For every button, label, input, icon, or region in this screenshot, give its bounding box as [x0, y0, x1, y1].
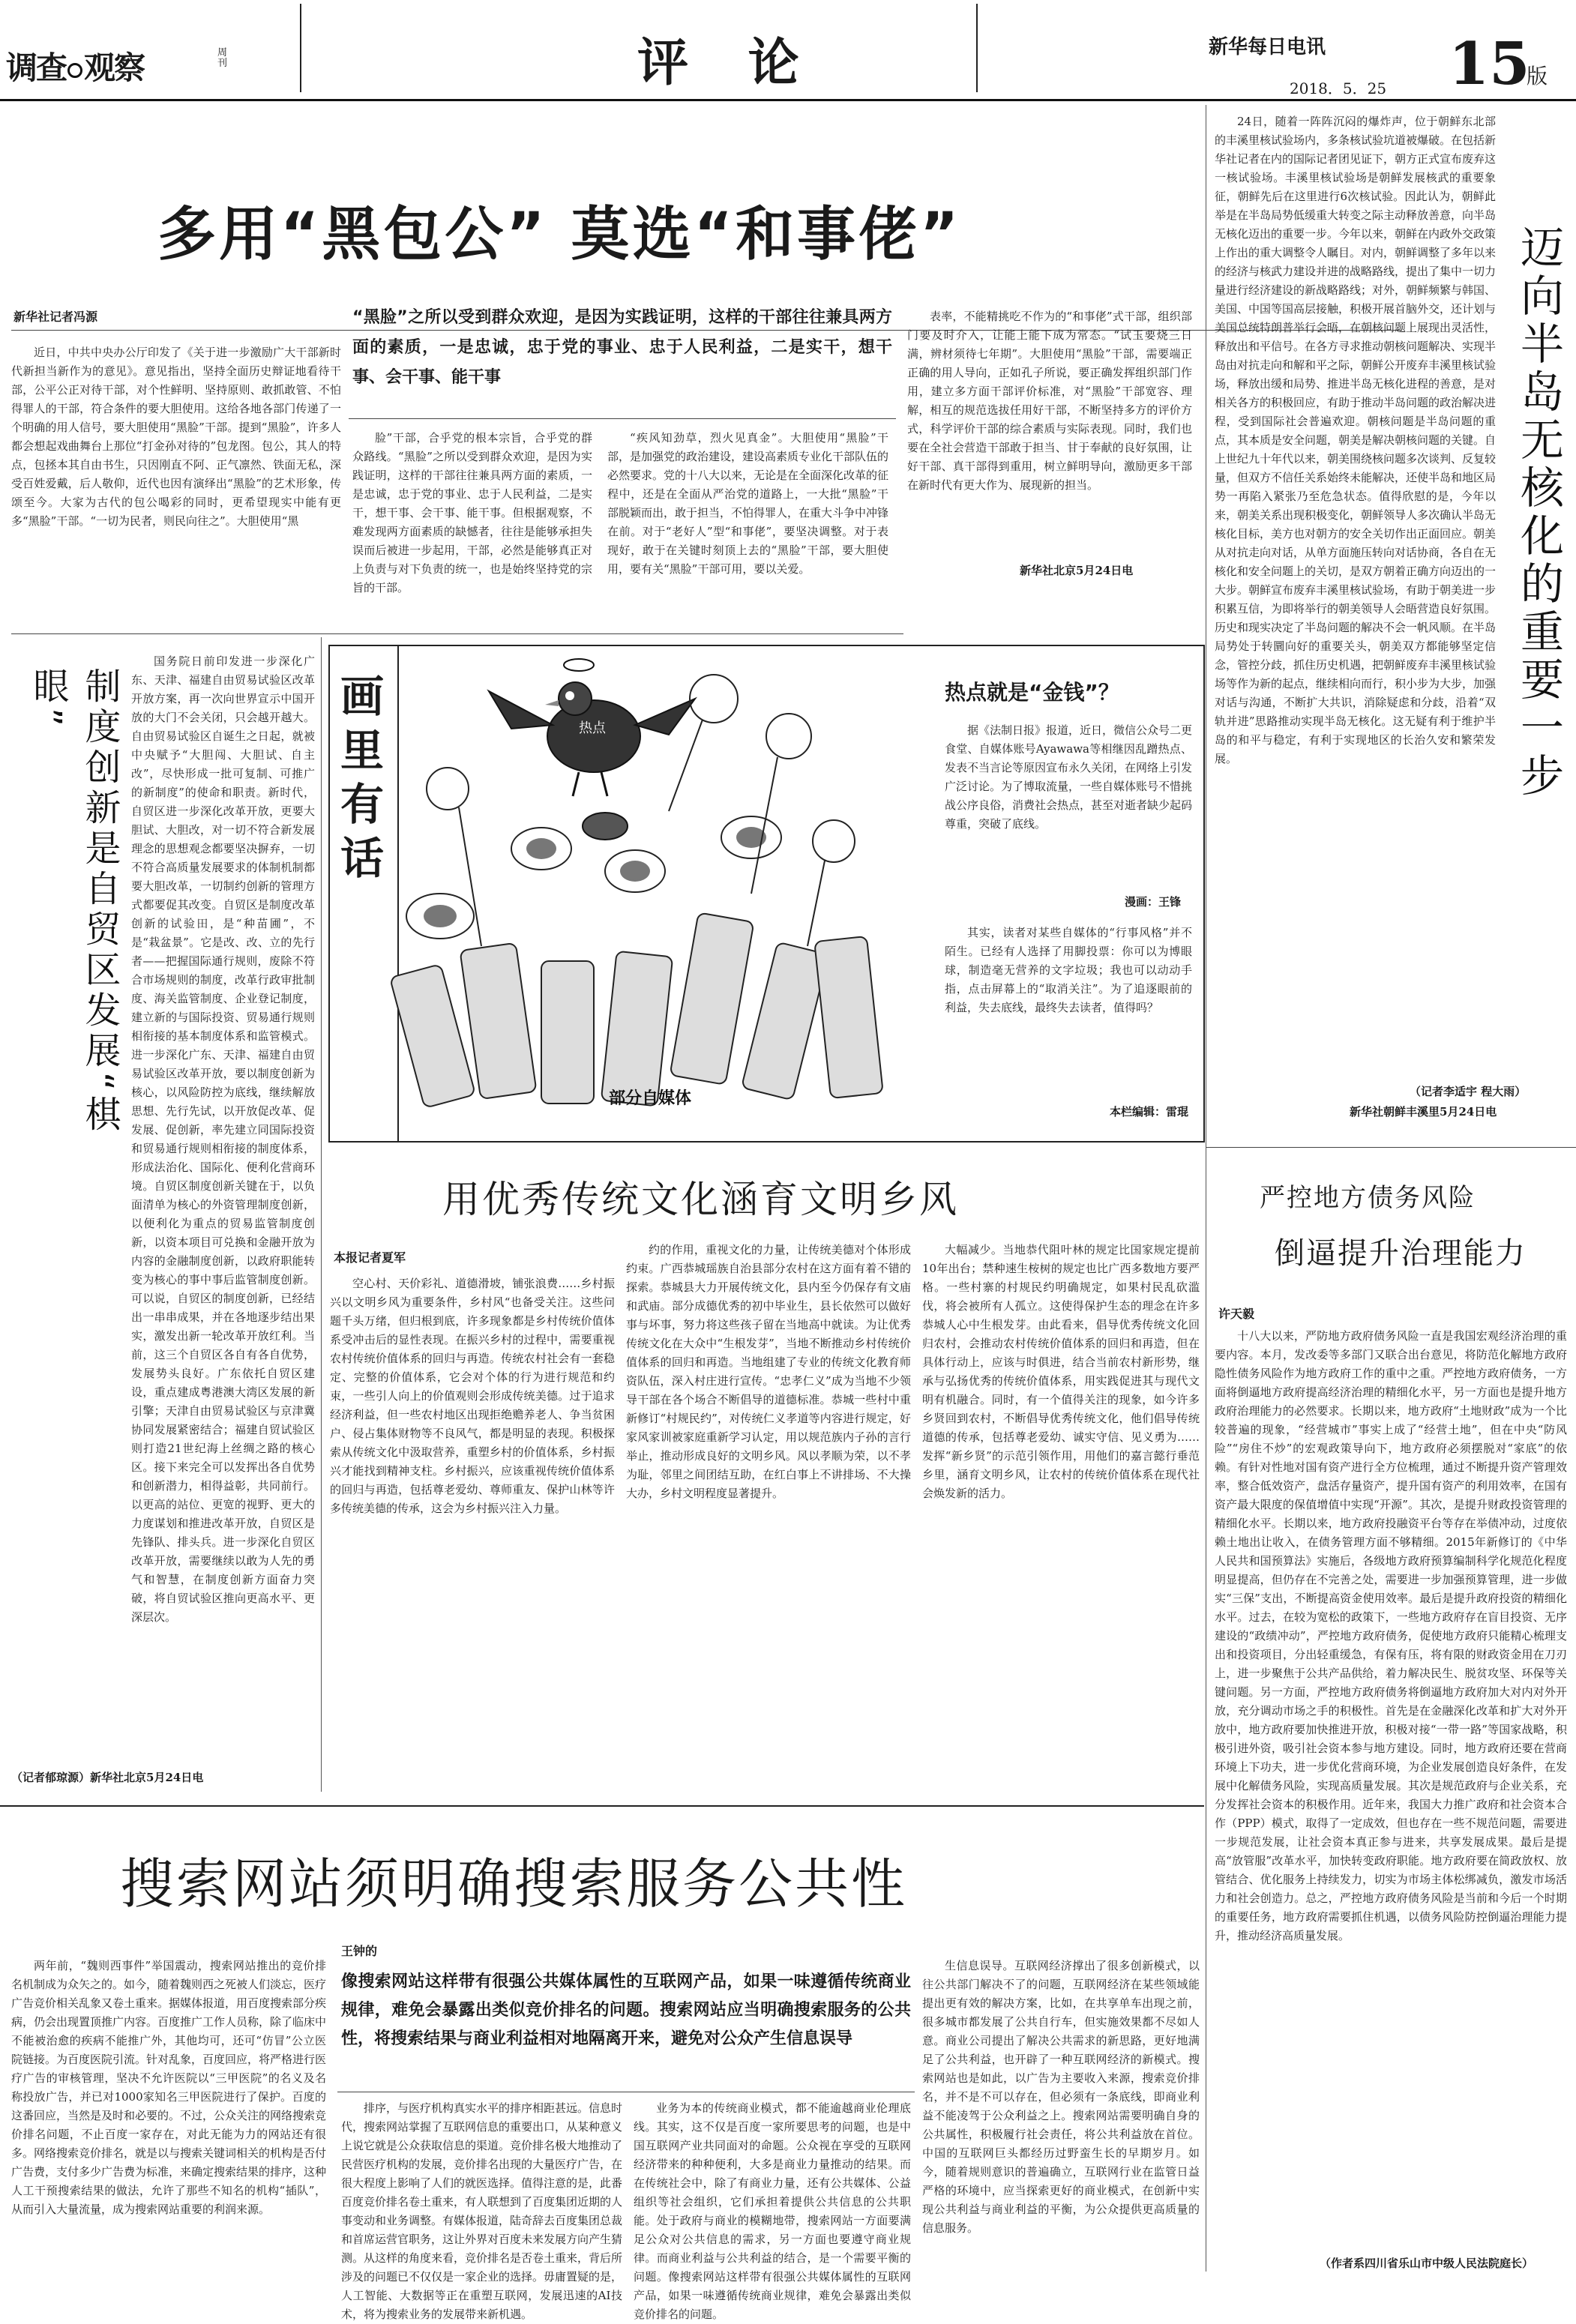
article4-column-3: 大幅减少。当地恭代阻叶林的规定比国家规定提前10年出台；禁种速生桉树的规定也比广西多数地方要严格。一些村寨的村规民约明确规定，如果村民乱砍滥伐，将会被所有人孤立。这使得保护生态的理念在许多恭城人心中生根发芽。由此看来，倡导优秀传统文化回归农村，会推动农村传统价值体系的回归和再造，但在具体行动上，应该与时俱进，结合当前农村新形势，继承与弘扬优秀的传统价值体系，用实践促进其与现代文明有机融合。同时，有一个值得关注的现象，如今许多乡贤回到农村，不断倡导优秀传统文化，他们倡导传统道德的传承，包括尊老爱幼、诚实守信、见义勇为……发挥“新乡贤”的示范引领作用，用他们的嘉言懿行垂范乡里，涵育文明乡风，让农村的传统价值体系在现代社会焕发新的活力。: [922, 1243, 1200, 1500]
headline-search-engines: 搜索网站须明确搜索服务公共性: [120, 1852, 908, 1915]
issue-date: 2018．5．25: [1290, 79, 1387, 97]
masthead: [0, 0, 1576, 105]
article6-lead-quote: 像搜索网站这样带有很强公共媒体属性的互联网产品，如果一味遵循传统商业规律，难免会暴露出类似竞价排名的问题。搜索网站应当明确搜索服务的公共性，将搜索结果与商业利益相对地隔离开来，避免对公众产生信息误导: [341, 1972, 911, 2048]
article6-top-rule: [0, 1805, 1204, 1807]
article4-column-2: 约的作用，重视文化的力量，让传统美德对个体形成约束。广西恭城瑶族自治县部分农村在这方面有着不错的探索。恭城县大力开展传统文化，县内至今仍保存有文庙和武庙。部分成德优秀的初中毕业生，县长依然可以做好事与坏事，努力将这些孩子留在当地高中就读。为让优秀传统文化在大众中“生根发芽”，当地不断推动乡村传统价值体系的回归和再造。当地组建了专业的传统文化教育师资队伍，深入村庄进行宣传。“忠孝仁义”成为当地不少领导干部在各个场合不断倡导的道德标准。恭城一些村中重新修订“村规民约”，对传统仁义孝道等内容进行规定，好家风家训被家庭重新学习认定，用以规范族内子孙的言行举止，推动形成良好的文明乡风。风以孝顺为荣，以不孝为耻，邻里之间团结互助，在红白事上不讲排场、不大操大办，乡村文明程度显著提升。: [626, 1243, 911, 1500]
article4-column-1: 空心村、天价彩礼、道德滑坡，铺张浪费……乡村振兴以文明乡风为重要条件，乡村风“也备受关注。这些问题千头万绪，但归根到底，许多现象都是乡村传统价值体系受冲击后的显性表现。在振兴乡村的过程中，需要重视农村传统价值体系的回归与再造。传统农村社会有一套稳定、完整的价值体系，它会对个体的行为进行规范和约束，一些引人向上的价值观则会形成传统美德。过于追求经济利益，但一些农村地区出现拒绝赡养老人、争当贫困户、侵占集体财物等不良风气，都是明显的表现。积极探索从传统文化中汲取营养，重塑乡村的价值体系，乡村振兴才能找到精神支柱。乡村振兴，应该重视传统价值体系的回归与再造，包括尊老爱幼、尊师重友、保护山林等许多传统美德的传承，这会为乡村振兴注入力量。: [330, 1277, 615, 1515]
headline-free-trade-zone: 制度创新是自贸区发展“棋眼”: [27, 667, 121, 1136]
cartoon-text-1: 据《法制日报》报道，近日，微信公众号二更食堂、自媒体账号Ayawawa等相继因乱蹭热点、发表不当言论等原因宣布永久关闭，在网络上引发广泛讨论。为了博取流量，一些自媒体账号不惜挑战公序良俗，消费社会热点，甚至对逝者缺少起码尊重，突破了底线。: [945, 723, 1193, 831]
byline-feng-yuan: 新华社记者冯源: [13, 310, 98, 324]
byline-xia-jun: 本报记者夏军: [334, 1250, 406, 1265]
article6-column-3: 业务为本的传统商业模式，都不能逾越商业伦理底线。其实，这不仅是百度一家所要思考的问题，也是中国互联网产业共同面对的命题。公众视在享受的互联网经济带来的种种便利，大多是商业力量推动的结果。而在传统社会中，除了有商业力量，还有公共媒体、公益组织等社会组织，它们承担着提供公共信息的公共职能。处于政府与商业的模糊地带，搜索网站一方面要满足公众对公共信息的需求，另一方面也要遵守商业规律。而商业利益与公共利益的结合，是一个需要平衡的问题。像搜索网站这样带有很强公共媒体属性的互联网产品，如果一味遵循传统商业规律，难免会暴露出类似竞价排名的问题。: [634, 2101, 911, 2321]
section-logo-dot: [67, 63, 82, 78]
cartoon-credit-editor: 本栏编辑：雷琨: [1110, 1105, 1189, 1119]
headline-local-debt-2: 倒逼提升治理能力: [1275, 1236, 1527, 1271]
section-logo-side: 周刊: [217, 47, 228, 69]
page-number: 15: [1449, 30, 1530, 98]
paper-name: 新华每日电讯: [1209, 36, 1326, 58]
article6-column-4: 生信息误导。互联网经济撑出了很多创新模式，以往公共部门解决不了的问题，互联网经济在某些领域能提出更有效的解决方案，比如，在共享单车出现之前，很多城市都发展了公共自行车，但实施效果都不尽如人意。商业公司提出了解决公共需求的新思路，更好地满足了公共利益，也开辟了一种互联网经济的新模式。搜索网站也是如此，以广告为主要收入来源，搜索竞价排名，并不是不可以存在，但必须有一条底线，即商业利益不能凌驾于公众利益之上。搜索网站需要明确自身的公共属性，积极履行社会责任，将公共利益放在首位。中国的互联网巨头都经历过野蛮生长的早期岁月。如今，随着规则意识的普遍确立，互联网行业在监管日益严格的环境中，应当探索更好的商业模式，在创新中实现公共利益与商业利益的平衡，为公众提供更高质量的信息服务。: [922, 1959, 1200, 2235]
cartoon-illustration: [399, 646, 894, 1138]
article1-column-4: 表率，不能精挑吃不作为的“和事佬”式干部，组织部门要及时介入，让能上能下成为常态。“试玉要烧三日满，辨材须待七年期”。大胆使用“黑脸”干部，需要端正正确的用人导向，正如孔子所说，要正确发挥组织部门作用，建立多方面干部评价标准，对“黑脸”干部宽容、理解，相互的规范选拔任用好干部，不断坚持多方的评价方式，科学评价干部的综合素质与实际表现。同时，我们也要在全社会营造干部敢于担当、甘于奉献的良好氛围，让好干部、真干部得到重用，树立鲜明导向，激励更多干部在新时代有更大作为、展现新的担当。: [907, 310, 1192, 492]
bird-label: 热点: [579, 720, 606, 736]
article5-sign: （作者系四川省乐山市中级人民法院庭长）: [1320, 2257, 1534, 2270]
headline-rural-culture: 用优秀传统文化涵育文明乡风: [442, 1178, 959, 1221]
cartoon-frame: [328, 645, 1205, 1143]
article3-top-rule: [11, 633, 903, 634]
cartoon-text-2: 其实，读者对某些自媒体的“行事风格”并不陌生。已经有人选择了用脚投票：你可以为博眼球，制造毫无营养的文字垃圾；我也可以动动手指，点击屏幕上的“取消关注”。为了追逐眼前的利益，失去底线，最终失去读者，值得吗？: [945, 926, 1192, 1014]
article3-sign: （记者郁琼源）新华社北京5月24日电: [11, 1771, 204, 1784]
article5-top-rule: [1206, 1147, 1576, 1148]
article2-column: 24日，随着一阵阵沉闷的爆炸声，位于朝鲜东北部的丰溪里核试验场内，多条核试验坑道被爆破。在包括新华社记者在内的国际记者团见证下，朝方正式宣布废弃这一核试验场。丰溪里核试验场是朝鲜发展核武的重要象征，朝鲜先后在这里进行6次核试验。因此认为，朝鲜此举是在半岛局势低缓重大转变之际主动释放善意，向半岛无核化迈出的重要一步。今年以来，朝鲜在内政外交政策上作出的重大调整令人瞩目。对内，朝鲜调整了多年以来的经济与核武力建设并进的战略路线，提出了集中一切力量进行经济建设的新战略路线；对外，朝鲜频繁与韩国、美国、中国等国高层接触，积极开展首脑外交，还计划与美国总统特朗普举行会晤，在朝核问题上展现出灵活性，释放出和平信号。在各方寻求推动朝核问题解决、实现半岛由对抗走向和解和平之际，朝鲜公开废弃丰溪里核试验场，释放出缓和局势、推进半岛无核化进程的善意，是对相关各方的积极回应，有助于推动半岛问题的政治解决进程，受到国际社会普遍欢迎。朝核问题是半岛问题的重点，其本质是安全问题，朝美是解决朝核问题的关键。自上世纪九十年代以来，朝美围绕核问题多次谈判、反复较量，但双方不信任关系始终未能解决，还使半岛和地区局势一再陷入紧张乃至危急状态。值得欣慰的是，今年以来，朝美关系出现积极变化，朝鲜领导人多次确认半岛无核化目标，美方也对朝方的安全关切作出正面回应。朝美从对抗走向对话，从单方面施压转向对话协商，各自在无核化和安全问题上的关切，是双方朝着正确方向迈出的一大步。朝鲜宣布废弃丰溪里核试验场，有助于朝美进一步积累互信，为即将举行的朝美领导人会晤营造良好氛围。历史和现实决定了半岛问题的解决不会一帆风顺。在半岛局势处于转圜向好的重要关头，朝美双方都能够坚定信念，管控分歧，抓住历史机遇，把朝鲜废弃丰溪里核试验场等作为新的起点，继续相向而行，积小步为大步，加强对话与沟通，不断扩大共识，消除疑虑和分歧，沿着“双轨并进”思路推动实现半岛无核化。这无疑有利于维护半岛的和平与稳定，有利于实现地区的长治久安和繁荣发展。: [1215, 115, 1497, 765]
cartoon-label-char-4: 话: [340, 833, 385, 884]
masthead-rule: [0, 99, 1576, 101]
article1-lead-quote: “黑脸”之所以受到群众欢迎，是因为实践证明，这样的干部往往兼具两方面的素质，一是忠诚，忠于党的事业、忠于人民利益，二是实干，想干事、会干事、能干事: [352, 308, 892, 387]
article1-column-1: 近日，中共中央办公厅印发了《关于进一步激励广大干部新时代新担当新作为的意见》。意见指出，坚持全面历史辩证地看待干部，公平公正对待干部，对个性鲜明、坚持原则、敢抓敢管、不怕得罪人的干部，符合条件的要大胆使用。这给各地各部门传递了一个明确的用人信号，要大胆使用“黑脸”干部。提到“黑脸”，许多人都会想起戏曲舞台上那位“打金孙对待的”包龙图。包公，其人的特点，包拯本其自由书生，只因刚直不阿、正气凛然、铁面无私，深受百姓爱戴，后人敬仰，近代也因有演绎出“黑脸”的艺术形象，传颂至今。大家为古代的包公喝彩的同时，更希望现实中能有更多“黑脸”干部。“一切为民者，则民向往之”。大胆使用“黑: [11, 346, 341, 528]
byline-xu-tianyi: 许天毅: [1218, 1307, 1255, 1321]
cartoon-label-char-1: 画: [340, 671, 385, 722]
article3-divider: [321, 637, 322, 1792]
cartoon-label-char-3: 有: [340, 779, 385, 830]
headline-local-debt-1: 严控地方债务风险: [1260, 1183, 1476, 1213]
page-unit: 版: [1527, 64, 1548, 88]
cartoon-label-box: [330, 646, 399, 1141]
article5-column: 十八大以来，严防地方政府债务风险一直是我国宏观经济治理的重要内容。本月，发改委等多部门又联合出台意见，将防范化解地方政府隐性债务风险作为地方政府工作的重中之重。严控地方政府债务，一方面将倒逼地方政府提高经济治理的精细化水平，另一方面也是提升地方政府治理能力的必然要求。长期以来，地方政府“土地财政”成为一个比较普遍的现象，“经营城市”事实上成了“经营土地”，但在中央“防风险”“房住不炒”的宏观政策导向下，地方政府必须摆脱对“家底”的依赖。有针对性地对国有资产进行全方位梳理，通过不断提升资产管理效率，整合低效资产，盘活存量资产，提升国有资产的利用效率，在国有资产最大限度的保值增值中实现“开源”。其次，是提升财政投资管理的精细化水平。长期以来，地方政府投融资平台等存在举债冲动，过度依赖土地出让收入，在债务管理方面不够精细。2015年新修订的《中华人民共和国预算法》实施后，各级地方政府预算编制科学化规范化程度明显提高，但仍存在不完善之处，需要进一步加强预算管理，进一步做实“三保”支出，不断提高资金使用效率。最后是提升政府投资的精细化水平。过去，在较为宽松的政策下，一些地方政府存在盲目投资、无序建设的“政绩冲动”，严控地方政府债务，促使地方政府只能精心梳理支出和投资项目，分出轻重缓急，有保有压，将有限的财政资金用在刀刃上，进一步聚焦于公共产品供给，着力解决民生、脱贫攻坚、环保等关键问题。另一方面，严控地方政府债务将倒逼地方政府加大对内对外开放，充分调动市场之手的积极性。首先是在金融深化改革和扩大对外开放中，地方政府要加快推进开放，积极对接“一带一路”等国家战略，积极引进外资，吸引社会资本参与地方建设。同时，地方政府还要在营商环境上下功夫，进一步优化营商环境，为企业发展创造良好条件，在发展中化解债务风险，实现高质量发展。其次是规范政府与企业关系，充分发挥社会资本的积极作用。近年来，我国大力推广政府和社会资本合作（PPP）模式，取得了一定成效，但也存在一些不规范问题，需要进一步规范发展，让社会资本真正参与进来，共享发展成果。最后是提高“放管服”改革水平，加快转变政府职能。地方政府要在简政放权、放管结合、优化服务上持续发力，切实为市场主体松绑减负，激发市场活力和社会创造力。总之，严控地方政府债务风险是当前和今后一个时期的重要任务，地方政府需要抓住机遇，以债务风险防控倒逼治理能力提升，推动经济高质量发展。: [1215, 1329, 1567, 1942]
article1-lead-rule: [349, 418, 896, 419]
byline-wang-zhongde: 王钟的: [341, 1944, 378, 1958]
article6-column-1: 两年前，“魏则西事件”举国震动，搜索网站推出的竞价排名机制成为众矢之的。如今，随着魏则西之死被人们淡忘，医疗广告竞价相关乱象又卷土重来。据媒体报道，用百度搜索部分疾病，仍会出现置顶推广内容。百度推广工作人员称，除了临床中不能被治愈的疾病不能推广外，其他均可，还可“仿冒”公立医院链接。为百度医院引流。针对乱象，百度回应，将严格进行医疗广告的审核管理，坚决不允许医院以“三甲医院”的名义及名称投放广告，并已对1000家知名三甲医院进行了保护。百度的这番回应，当然是及时和必要的。不过，公众关注的网络搜索竞价排名问题，不止百度一家存在，对此无能为力的网站还有很多。网络搜索竞价排名，就是以与搜索关键词相关的机构是否付广告费，支付多少广告费为标准，来确定搜索结果的排序，这种人工干预搜索结果的做法，允许了那些不知名的机构“插队”，从而引入大量流量，成为搜索网站重要的利润来源。: [11, 1959, 327, 2216]
cartoon-title: 热点就是“金钱”？: [945, 680, 1119, 705]
article1-column-2: 脸”干部，合乎党的根本宗旨，合乎党的群众路线。“黑脸”之所以受到群众欢迎，是因为实践证明，这样的干部往往兼具两方面的素质，一是忠诚，忠于党的事业、忠于人民利益，二是实干，想干事、会干事、能干事。但根据观察，不难发现两方面素质的缺憾者，往往是能够承担失误而后被进一步起用，干部，必然是能够真正对上负责与对下负责的统一，也是始终坚持党的宗旨的干部。: [352, 431, 592, 594]
article1-sign: 新华社北京5月24日电: [1020, 564, 1134, 577]
section-logo-left: 调查: [6, 49, 67, 86]
article2-authors: （记者李适宇 程大雨）: [1410, 1085, 1527, 1098]
panel-label: 部分自媒体: [609, 1089, 692, 1108]
section-logo: [6, 43, 144, 88]
article6-column-2: 排序，与医疗机构真实水平的排序相距甚远。信息时代，搜索网站掌握了互联网信息的重要出口，从某种意义上说它就是公众获取信息的渠道。竞价排名极大地推动了民营医疗机构的发展，竞价排名出现的大量医疗广告，在很大程度上影响了人们的就医选择。值得注意的是，此番百度竞价排名卷土重来，有人联想到了百度集团近期的人事变动和业务调整。有媒体报道，陆奇辞去百度集团总裁和首席运营官职务，这让外界对百度未来发展方向产生猜测。从这样的角度来看，竞价排名是否卷土重来，背后所涉及的问题已不仅仅是一家企业的选择。毋庸置疑的是，人工智能、大数据等正在重塑互联网，发展迅速的AI技术，将为搜索业务的发展带来新机遇。: [341, 2101, 623, 2321]
bird-illustration: [489, 659, 695, 840]
article2-sign: 新华社朝鲜丰溪里5月24日电: [1350, 1105, 1497, 1119]
headline-black-bao-gong: 多用“黑包公” 莫选“和事佬”: [157, 201, 962, 268]
column-name: 评 论: [637, 34, 820, 93]
headline-peninsula-denuclearization: 迈向半岛无核化的重要一步: [1513, 225, 1564, 801]
section-logo-right: 观察: [84, 49, 145, 86]
article3-column: 国务院日前印发进一步深化广东、天津、福建自由贸易试验区改革开放方案，再一次向世界宣示中国开放的大门不会关闭，只会越开越大。自由贸易试验区自诞生之日起，就被中央赋予“大胆闯、大胆试、自主改”，尽快形成一批可复制、可推广的新制度”的使命和职责。新时代，自贸区进一步深化改革开放，更要大胆试、大胆改，对一切不符合新发展理念的思想观念都要坚决摒弃，一切不符合高质量发展要求的体制机制都要大胆改革，一切制约创新的管理方式都要促其改变。自贸区是制度改革创新的试验田，是“种苗圃”，不是“栽盆景”。它是改、改、立的先行者——把握国际通行规则，废除不符合市场规则的制度，改革行政审批制度、海关监管制度、企业登记制度，建立新的与国际投资、贸易通行规则相衔接的基本制度体系和监管模式。进一步深化广东、天津、福建自由贸易试验区改革开放，要以制度创新为核心，以风险防控为底线，继续解放思想、先行先试，以开放促改革、促发展、促创新，率先建立同国际投资和贸易通行规则相衔接的制度体系，形成法治化、国际化、便利化营商环境。自贸区制度创新关键在于，以负面清单为核心的外资管理制度创新，以便利化为重点的贸易监管制度创新，以资本项目可兑换和金融开放为内容的金融制度创新，以政府职能转变为核心的事中事后监管制度创新。可以说，自贸区的制度创新，已经结出一串串成果，并在各地逐步结出果实，激发出新一轮改革开放红利。当前，这三个自贸区各自有各自优势，发展势头良好。广东依托自贸区建设，重点建成粤港澳大湾区发展的新引擎；天津自由贸易试验区与京津冀协同发展紧密结合；福建自贸试验区则打造21世纪海上丝绸之路的核心区。接下来完全可以发挥出各自优势和创新潜力，相得益彰，共同前行。以更高的站位、更宽的视野、更大的力度谋划和推进改革开放，自贸区是先锋队、排头兵。进一步深化自贸区改革开放，需要继续以敢为人先的勇气和智慧，在制度创新方面奋力突破，将自贸试验区推向更高水平、更深层次。: [131, 654, 315, 1624]
article1-column-3: “疾风知劲草，烈火见真金”。大胆使用“黑脸”干部，是加强党的政治建设，建设高素质专业化干部队伍的必然要求。党的十八大以来，无论是在全面深化改革的征程中，还是在全面从严治党的道路上，一大批“黑脸”干部脱颖而出，敢于担当，不怕得罪人，在重大斗争中冲锋在前。对于“老好人”型“和事佬”，要坚决调整。对于表现好，敢于在关键时刻顶上去的“黑脸”干部，要大胆使用，要有关“黑脸”干部可用，要以关爱。: [607, 431, 889, 576]
cartoon-credit-artist: 漫画：王锋: [1125, 895, 1182, 909]
cartoon-label-char-2: 里: [340, 725, 385, 776]
